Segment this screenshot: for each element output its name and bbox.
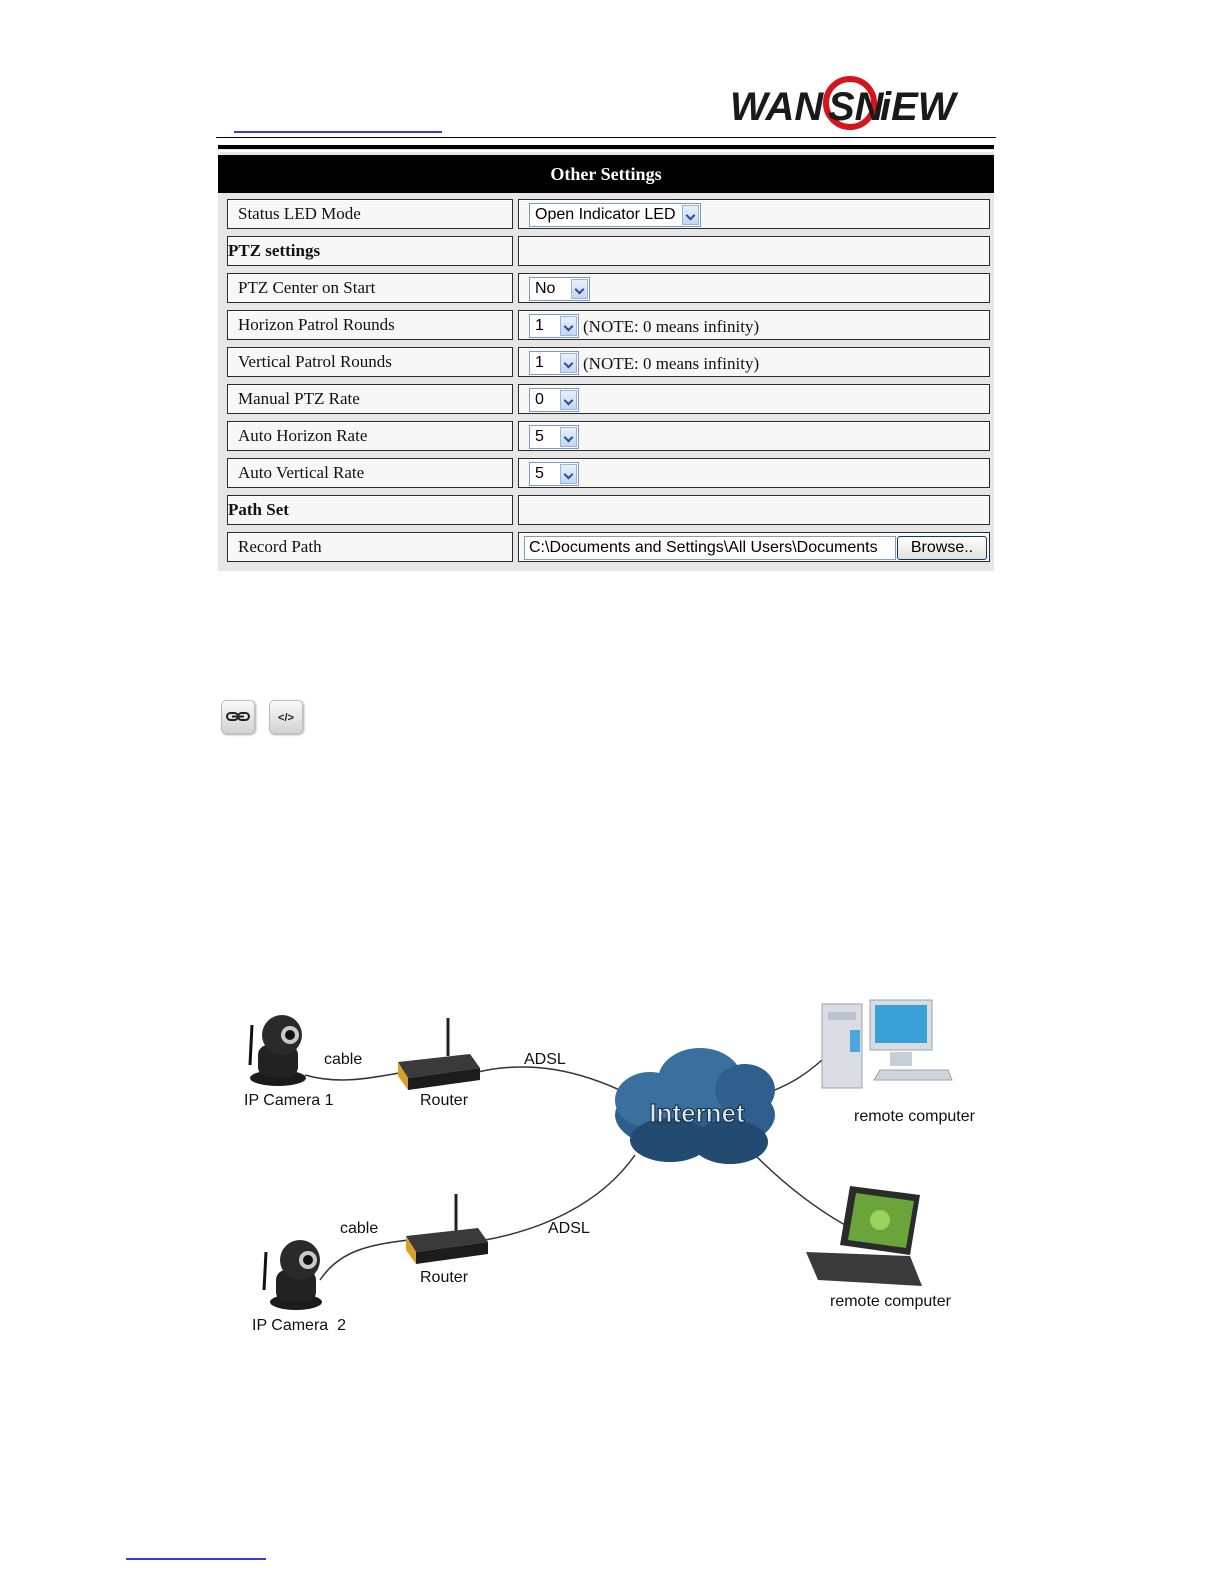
ptz-center-on-start-label: PTZ Center on Start (227, 273, 513, 303)
manual-ptz-rate-value: 0 (535, 391, 544, 408)
cable-line-1 (305, 1072, 405, 1080)
manual-ptz-rate-cell (518, 384, 990, 414)
ptz-settings-heading: PTZ settings (227, 236, 513, 266)
footer-link-underline[interactable] (126, 1558, 266, 1560)
link-icon (222, 701, 254, 733)
panel-title-rule (218, 150, 994, 152)
auto-horizon-rate-cell (518, 421, 990, 451)
auto-vertical-rate-label: Auto Vertical Rate (227, 458, 513, 488)
vertical-patrol-rounds-label: Vertical Patrol Rounds (227, 347, 513, 377)
chevron-down-icon (560, 316, 577, 336)
path-set-empty-cell (518, 495, 990, 525)
auto-vertical-rate-cell (518, 458, 990, 488)
code-button[interactable] (269, 700, 303, 734)
ptz-settings-empty-cell (518, 236, 990, 266)
status-led-mode-select[interactable] (529, 203, 701, 227)
ptz-center-on-start-value: No (535, 280, 556, 297)
manual-ptz-rate-label: Manual PTZ Rate (227, 384, 513, 414)
adsl-2-label: ADSL (548, 1220, 590, 1237)
header-divider (216, 137, 996, 138)
desktop-computer-icon (822, 1000, 952, 1088)
record-path-label: Record Path (227, 532, 513, 562)
ip-camera-1-icon (250, 1015, 306, 1086)
panel-title: Other Settings (218, 155, 994, 193)
horizon-patrol-rounds-label: Horizon Patrol Rounds (227, 310, 513, 340)
record-path-input[interactable]: C:\Documents and Settings\All Users\Documents (524, 536, 896, 560)
ptz-center-on-start-cell (518, 273, 990, 303)
horizon-patrol-rounds-value: 1 (535, 317, 544, 334)
horizon-patrol-note: (NOTE: 0 means infinity) (583, 317, 760, 336)
status-led-mode-cell (518, 199, 990, 229)
vertical-patrol-rounds-value: 1 (535, 354, 544, 371)
code-icon (270, 701, 302, 733)
remote-computer-1-label: remote computer (854, 1108, 975, 1125)
chevron-down-icon (571, 279, 588, 299)
ip-camera-2-label: IP Camera 2 (252, 1317, 346, 1334)
auto-horizon-rate-value: 5 (535, 428, 544, 445)
router-2-label: Router (420, 1269, 469, 1286)
auto-vertical-rate-select[interactable] (529, 462, 579, 486)
wanscam-logo (728, 76, 980, 132)
ip-camera-2-icon (264, 1240, 322, 1310)
logo-text-right: iEW (880, 85, 956, 129)
internet-label: Internet (649, 1098, 745, 1128)
internet-cloud-icon (615, 1048, 775, 1164)
adsl-1-label: ADSL (524, 1051, 566, 1068)
horizon-patrol-rounds-cell (518, 310, 990, 340)
status-led-mode-value: Open Indicator LED (535, 206, 676, 223)
adsl-line-1 (478, 1067, 630, 1095)
auto-horizon-rate-select[interactable] (529, 425, 579, 449)
browse-button[interactable]: Browse.. (897, 536, 987, 560)
record-path-cell (518, 532, 990, 562)
code-glyph: </> (278, 712, 294, 724)
other-settings-panel (218, 145, 994, 571)
path-set-heading: Path Set (227, 495, 513, 525)
cable-line-2 (320, 1240, 408, 1280)
manual-ptz-rate-select[interactable] (529, 388, 579, 412)
chevron-down-icon (682, 205, 699, 225)
router-2-icon (406, 1194, 488, 1264)
auto-vertical-rate-value: 5 (535, 465, 544, 482)
laptop-line (755, 1155, 845, 1225)
router-1-icon (398, 1018, 480, 1090)
chevron-down-icon (560, 390, 577, 410)
auto-horizon-rate-label: Auto Horizon Rate (227, 421, 513, 451)
laptop-icon (806, 1186, 922, 1286)
vertical-patrol-rounds-select[interactable] (529, 351, 579, 375)
horizon-patrol-rounds-select[interactable] (529, 314, 579, 338)
remote-computer-2-label: remote computer (830, 1293, 951, 1310)
cable-1-label: cable (324, 1051, 363, 1068)
chevron-down-icon (560, 353, 577, 373)
link-button[interactable] (221, 700, 255, 734)
logo-text-left: WAN (730, 85, 824, 129)
ip-camera-1-label: IP Camera 1 (244, 1092, 334, 1109)
cable-2-label: cable (340, 1220, 379, 1237)
vertical-patrol-note: (NOTE: 0 means infinity) (583, 354, 760, 373)
header-link-underline[interactable] (234, 131, 442, 133)
ptz-center-on-start-select[interactable] (529, 277, 590, 301)
status-led-mode-label: Status LED Mode (227, 199, 513, 229)
chevron-down-icon (560, 464, 577, 484)
vertical-patrol-rounds-cell (518, 347, 990, 377)
chevron-down-icon (560, 427, 577, 447)
logo-text-mid: SN (828, 85, 884, 129)
router-1-label: Router (420, 1092, 469, 1109)
